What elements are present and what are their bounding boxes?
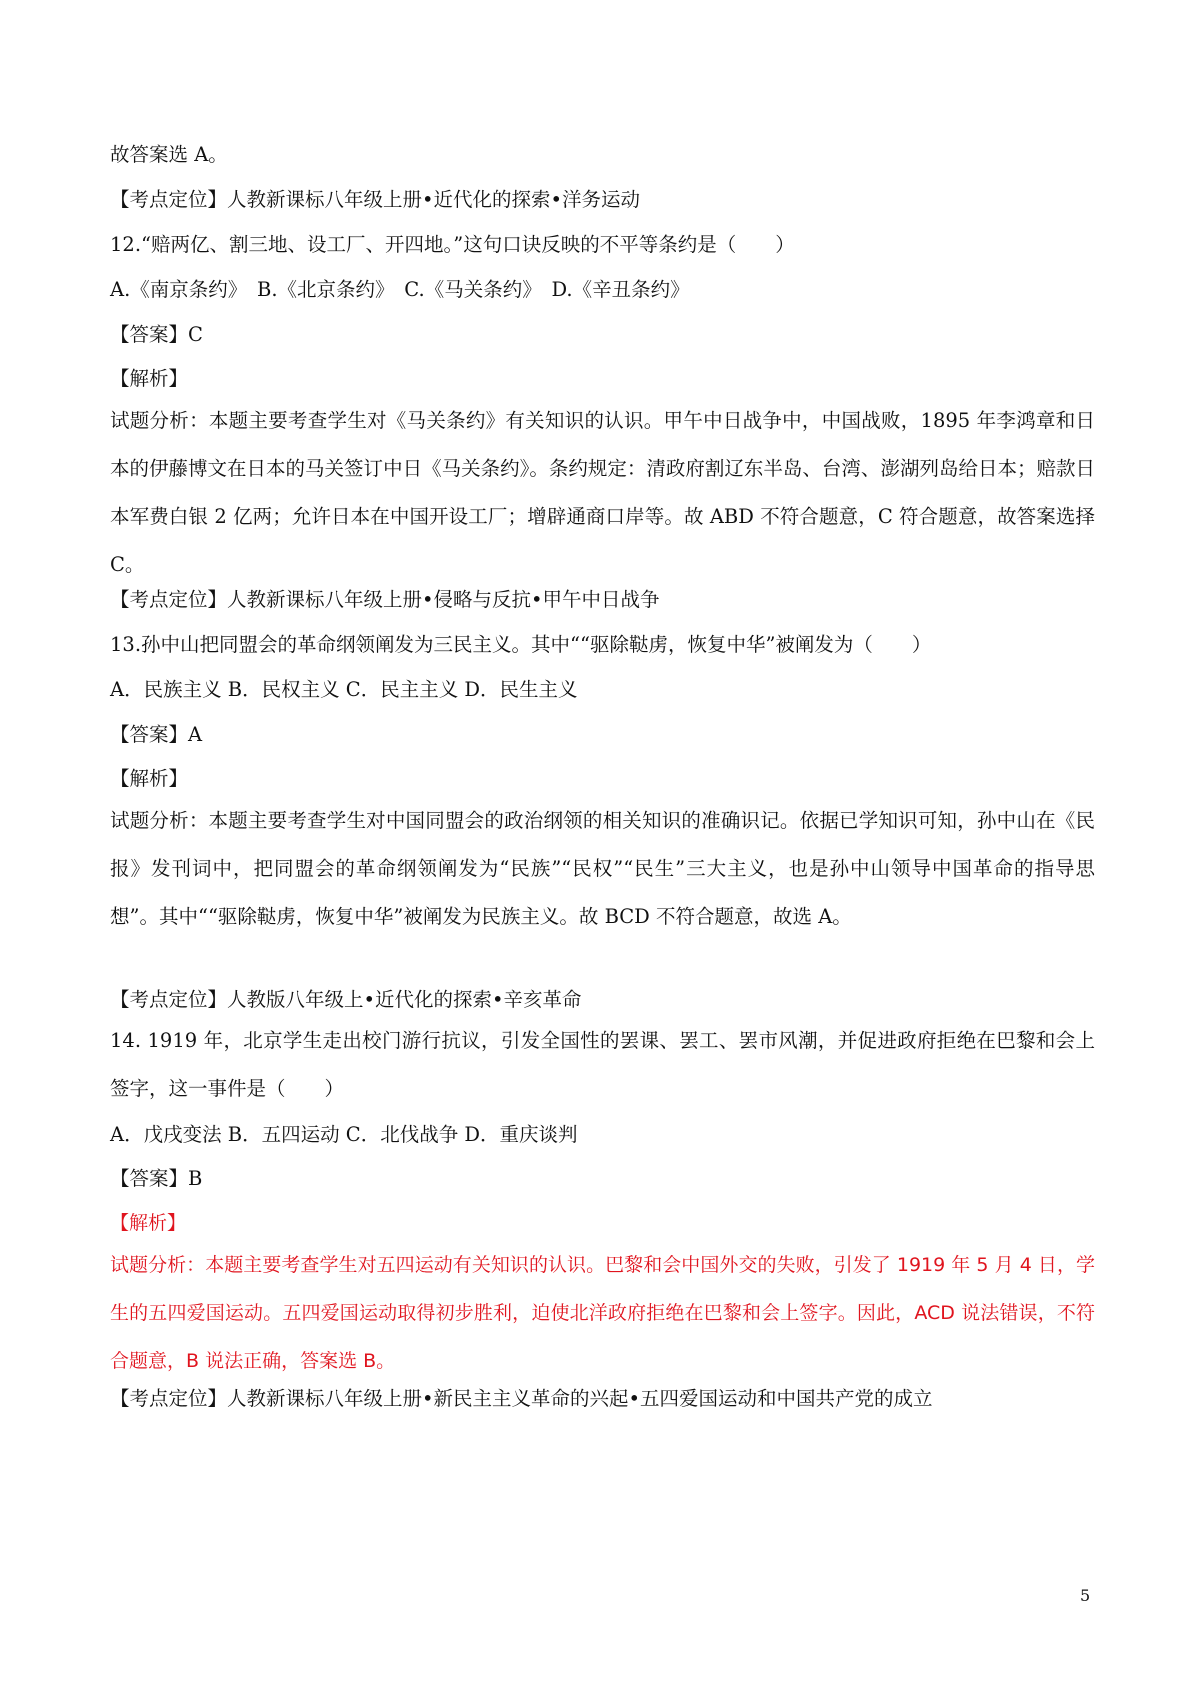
q14-analysis: 试题分析：本题主要考查学生对五四运动有关知识的认识。巴黎和会中国外交的失败，引发了 1919 年 5 月 4 日，学生的五四爱国运动。五四爱国运动取得初步胜利，迫使北洋政府拒绝在巴黎和会上签字。因此，ACD 说法错误，不符合题意，B 说法正确，答案选 B。	[110, 1254, 1095, 1372]
q14-stem: 14. 1919 年，北京学生走出校门游行抗议，引发全国性的罢课、罢工、罢市风潮，并促进政府拒绝在巴黎和会上签字，这一事件是（ ）	[110, 1029, 1095, 1100]
q13-options: A．民族主义 B．民权主义 C．民主主义 D．民生主义	[110, 678, 578, 701]
q13-knowledge-point: 【考点定位】人教版八年级上•近代化的探索•辛亥革命	[110, 988, 582, 1011]
q12-knowledge-point: 【考点定位】人教新课标八年级上册•侵略与反抗•甲午中日战争	[110, 588, 660, 611]
page-number: 5	[1080, 1586, 1091, 1605]
q12-stem: 12.“赔两亿、割三地、设工厂、开四地。”这句口诀反映的不平等条约是（ ）	[110, 233, 795, 256]
q13-answer: 【答案】A	[110, 723, 203, 746]
q14-answer: 【答案】B	[110, 1167, 203, 1190]
q14-knowledge-point: 【考点定位】人教新课标八年级上册•新民主主义革命的兴起•五四爱国运动和中国共产党的成立	[110, 1387, 933, 1410]
q13-analysis: 试题分析：本题主要考查学生对中国同盟会的政治纲领的相关知识的准确识记。依据已学知识可知，孙中山在《民报》发刊词中，把同盟会的革命纲领阐发为“民族”“民权”“民生”三大主义，也是孙中山领导中国革命的指导思想”。其中““驱除鞑虏，恢复中华”被阐发为民族主义。故 BCD 不符合题意，故选 A。	[110, 809, 1095, 928]
previous-answer-conclusion: 故答案选 A。	[110, 143, 228, 166]
q12-options: A.《南京条约》 B.《北京条约》 C.《马关条约》 D.《辛丑条约》	[110, 278, 690, 301]
q12-analysis: 试题分析：本题主要考查学生对《马关条约》有关知识的认识。甲午中日战争中，中国战败，1895 年李鸿章和日本的伊藤博文在日本的马关签订中日《马关条约》。条约规定：清政府割辽东半岛、台湾、澎湖列岛给日本；赔款日本军费白银 2 亿两；允许日本在中国开设工厂；增辟通商口岸等。故 ABD 不符合题意，C 符合题意，故答案选择 C。	[110, 409, 1095, 576]
q14-options: A．戊戌变法 B．五四运动 C．北伐战争 D．重庆谈判	[110, 1123, 578, 1146]
q13-analysis-label: 【解析】	[110, 767, 189, 790]
q13-stem: 13.孙中山把同盟会的革命纲领阐发为三民主义。其中““驱除鞑虏，恢复中华”被阐发为（ ）	[110, 633, 932, 656]
q11-knowledge-point: 【考点定位】人教新课标八年级上册•近代化的探索•洋务运动	[110, 188, 641, 211]
q12-answer: 【答案】C	[110, 323, 203, 346]
q14-analysis-label: 【解析】	[110, 1212, 187, 1234]
q12-analysis-label: 【解析】	[110, 367, 189, 390]
